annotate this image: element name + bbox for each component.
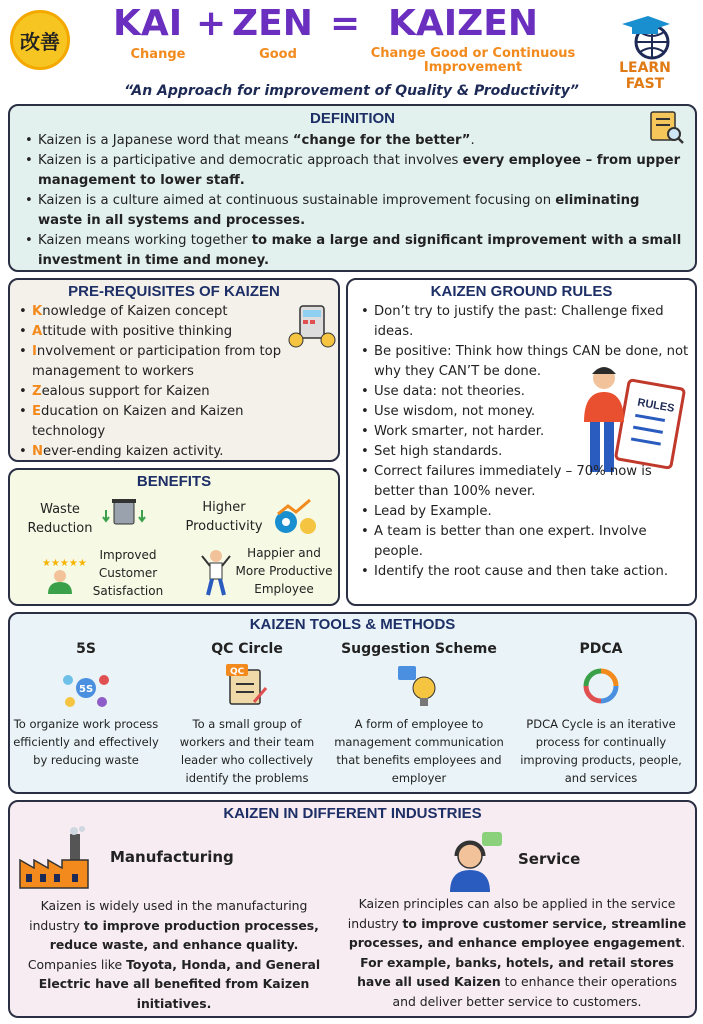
trash-bin-icon [102,498,146,528]
tool-5s [10,640,162,769]
svg-text:QC: QC [230,667,245,677]
tool-name: 5S [76,641,96,657]
prereq-item: • Zealous support for Kaizen [16,382,316,402]
benefits-section [8,468,340,606]
lightbulb-idea-icon [394,662,444,710]
tagline: “An Approach for improvement of Quality & Productivity” [124,83,579,99]
svg-text:★★★★★: ★★★★★ [42,558,87,569]
customer-satisfaction-label: Improved Customer Satisfaction [92,548,164,598]
ground-rules-section [346,278,697,606]
learn-fast-logo [600,12,690,92]
header [0,0,703,99]
benefits-title: BENEFITS [136,473,212,490]
service-text: Kaizen principles can also be applied in the service industry to improve customer service, streamline processes, and enhance employee engagement. For example, banks, hotels, and retail stores have all used Kaizen to enhance their operations and deliver better service to customers. [347,896,687,1009]
factory-icon [16,826,96,892]
customer-stars-icon [40,556,87,596]
ground-rules-list [358,302,689,582]
ground-rules-title: KAIZEN GROUND RULES [430,283,613,300]
definition-title: DEFINITION [310,110,395,127]
tool-description: To a small group of workers and their team leader who collectively identify the problems [179,717,315,785]
rule-item: • A team is better than one expert. Involve people. [358,522,689,562]
rule-item: • Don’t try to justify the past: Challenge fixed ideas. [358,302,689,342]
tool-suggestion-scheme [332,640,506,787]
tool-description: A form of employee to management communication that benefits employees and employer [334,717,504,785]
svg-text:RULES: RULES [636,396,676,415]
tool-name: QC Circle [211,641,283,657]
definition-item: • Kaizen is a culture aimed at continuous sustainable improvement focusing on eliminating waste in all systems and processes. [22,191,685,231]
industries-section [8,800,697,1018]
waste-reduction-label: Waste Reduction [27,502,93,536]
tools-section [8,612,697,794]
definition-item: • Kaizen is a Japanese word that means “change for the better”. [22,131,685,151]
prereq-item: • Never-ending kaizen activity. [16,442,316,462]
pdca-cycle-icon [576,662,626,710]
tool-description: PDCA Cycle is an iterative process for continually improving products, people, and services [520,717,682,785]
definition-item: • Kaizen is a participative and democratic approach that involves every employee – from upper management to lower staff. [22,151,685,191]
prereq-item: • Knowledge of Kaizen concept [16,302,316,322]
rule-item: • Set high standards. [358,442,689,462]
tool-qc-circle [172,640,322,787]
happy-employee-icon [198,548,234,598]
plus-sign: + [196,3,227,44]
manufacturing-title: Manufacturing [110,848,234,866]
prereq-item: • Involvement or participation from top management to workers [16,342,316,382]
tool-pdca [518,640,684,787]
rule-item: • Lead by Example. [358,502,689,522]
rule-item: • Correct failures immediately – 70% now is better than 100% never. [358,462,689,502]
definition-item: • Kaizen means working together to make a large and significant improvement with a small investment in time and money. [22,231,685,271]
zen-word: ZEN [232,3,313,44]
kai-meaning: Change [130,47,186,62]
kaizen-word: KAIZEN [388,3,538,44]
graduation-globe-icon [600,12,690,60]
manufacturing-text: Kaizen is widely used in the manufacturing industry to improve production processes, reduce waste, and enhance quality. Companies like Toyota, Honda, and General Electric have all benefited from Kaizen initiatives. [27,898,321,1011]
kaizen-meaning: Change Good or Continuous Improvement [370,46,576,75]
prereq-item: • Attitude with positive thinking [16,322,316,342]
industries-title: KAIZEN IN DIFFERENT INDUSTRIES [223,805,482,822]
rule-item: • Work smarter, not harder. [358,422,689,442]
tools-title: KAIZEN TOOLS & METHODS [249,616,456,633]
rule-item: • Use wisdom, not money. [358,402,689,422]
zen-meaning: Good [259,47,297,62]
prerequisites-list [16,302,316,462]
definition-list [22,131,685,271]
tool-name: PDCA [579,641,623,657]
service-title: Service [518,850,581,868]
rule-item: • Identify the root cause and then take action. [358,562,689,582]
rule-item: • Use data: not theories. [358,382,689,402]
prereq-item: • Education on Kaizen and Kaizen technology [16,402,316,442]
5s-icon [56,662,116,710]
definition-section [8,104,697,272]
gears-chart-icon [272,496,322,536]
tool-name: Suggestion Scheme [341,641,497,657]
kai-word: KAI [113,3,183,44]
svg-text:5S: 5S [79,684,94,695]
kaizen-kanji-badge: 改善 [10,10,70,70]
qc-clipboard-icon [222,662,272,710]
logo-text: LEARN FAST [619,60,671,92]
happier-employee-label: Happier and More Productive Employee [235,546,333,596]
rule-item: • Be positive: Think how things CAN be done, not why they CAN’T be done. [358,342,689,382]
equals-sign: = [330,3,361,44]
higher-productivity-label: Higher Productivity [185,500,263,534]
tool-description: To organize work process efficiently and effectively by reducing waste [13,717,159,767]
prerequisites-title: PRE-REQUISITES OF KAIZEN [68,283,280,300]
customer-service-agent-icon [442,830,506,892]
prerequisites-section [8,278,340,462]
